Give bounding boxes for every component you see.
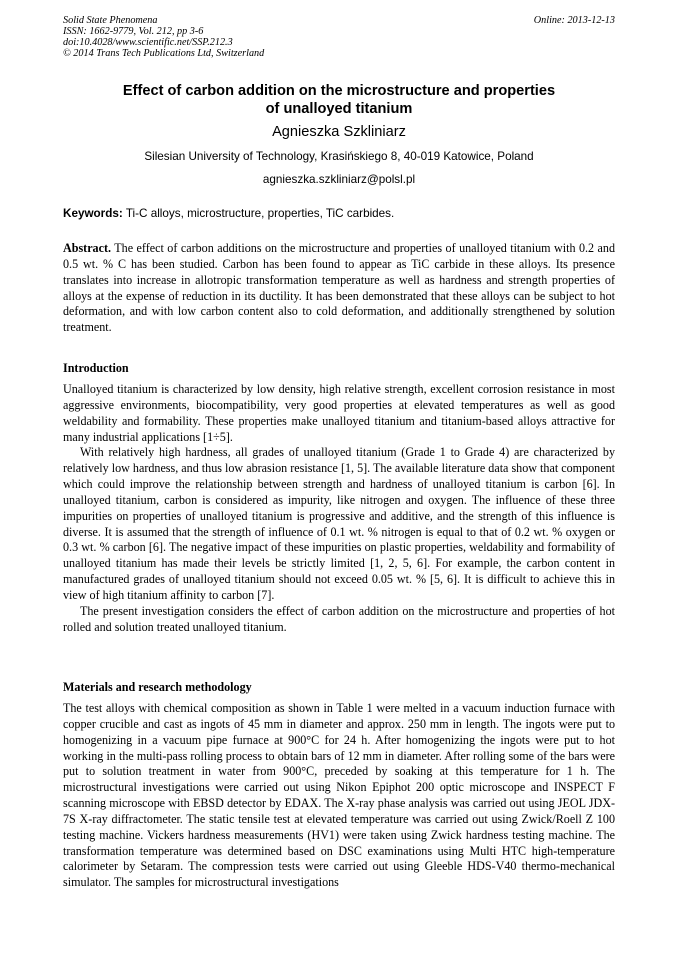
issn-line: ISSN: 1662-9779, Vol. 212, pp 3-6: [63, 26, 204, 37]
materials-paragraph-1: The test alloys with chemical composition as shown in Table 1 were melted in a vacuum induction furnace with copper crucible and cast as ingots of 45 mm in diameter and approx. 250 mm in length. The ingots were put to homogenizing in a vacuum pipe furnace at 900°C for 24 h. After homogenizing the ingots were put to hot working in the multi-pass rolling process to obtain bars of 12 mm in diameter. After rolling some of the bars were put to solution treatment in water from 900°C, preceded by soaking at this temperature for 1 h. The microstructural investigations were carried out using Nikon Epiphot 200 optic microscope and INSPECT F scanning microscope with EBSD detector by EDAX. The X-ray phase analysis was carried out using JEOL JDX-7S X-ray diffractometer. The static tensile test at elevated temperature was carried out using Zwick/Roell Z 100 testing machine. Vickers hardness measurements (HV1) were taken using Zwick hardness testing machine. The transformation temperature was determined based on DSC examinations using Multi HTC high-temperature calorimeter by Setaram. The compression tests were carried out using Gleeble HDS-V40 thermo-mechanical simulator. The samples for microstructural investigations: [63, 701, 615, 890]
intro-paragraph-2: With relatively high hardness, all grades of unalloyed titanium (Grade 1 to Grade 4) are characterized by relatively low hardness, and thus low abrasion resistance [1, 5]. The available literature data show that component which could improve the relationship between strength and hardness of unalloyed titanium is carbon [6]. In unalloyed titanium, carbon is considered as impurity, like nitrogen and oxygen. The influence of these three impurities on properties of unalloyed titanium is progressive and additive, and the strength of this influence is diverse. It is assumed that the strength of influence of 0.1 wt. % nitrogen is equal to that of 0.2 wt. % oxygen or 0.3 wt. % carbon [6]. The negative impact of these impurities on plastic properties, weldability and formability of unalloyed titanium has made their levels be strictly limited [1, 2, 5, 6]. For example, the carbon content in manufactured grades of unalloyed titanium should not exceed 0.05 wt. % [5, 6]. It is difficult to achieve this in view of high titanium affinity to carbon [7].: [63, 445, 615, 602]
materials-heading: Materials and research methodology: [63, 680, 252, 694]
journal-name: Solid State Phenomena: [63, 15, 158, 26]
abstract-text: The effect of carbon additions on the microstructure and properties of unalloyed titanium with 0.2 and 0.5 wt. % C has been studied. Carbon has been found to appear as TiC carbide in these alloys. Its presence translates into increase in allotropic transformation temperature as well as hardness and strength properties of alloys at the expense of reduction in its ductility. It has been demonstrated that these alloys can be subject to hot deformation, and with low carbon content also to cold deformation, and additionally strengthened by solution treatment.: [63, 241, 615, 335]
introduction-body: [63, 382, 615, 636]
introduction-heading: Introduction: [63, 361, 129, 375]
author-email: agnieszka.szkliniarz@polsl.pl: [262, 173, 416, 186]
doi-line: doi:10.4028/www.scientific.net/SSP.212.3: [63, 37, 233, 48]
keywords-label: Keywords:: [63, 207, 123, 220]
abstract-label: Abstract.: [63, 241, 112, 255]
affiliation: Silesian University of Technology, Krasińskiego 8, 40-019 Katowice, Poland: [144, 150, 534, 163]
keywords: [63, 207, 615, 220]
online-date: Online: 2013-12-13: [533, 15, 615, 26]
materials-body: [63, 701, 615, 891]
title-line-2: of unalloyed titanium: [265, 101, 413, 117]
paper-title: [63, 82, 615, 118]
author-name: Agnieszka Szkliniarz: [272, 124, 406, 140]
intro-paragraph-1: Unalloyed titanium is characterized by low density, high relative strength, excellent corrosion resistance in most aggressive environments, biocompatibility, very good properties at elevated temperatures as well as good weldability and formability. These properties make unalloyed titanium and titanium-based alloys attractive for many industrial applications [1÷5].: [63, 382, 615, 444]
journal-header: [63, 15, 615, 59]
keywords-text: Ti-C alloys, microstructure, properties, TiC carbides.: [125, 207, 395, 220]
abstract: [63, 241, 615, 336]
intro-paragraph-3: The present investigation considers the effect of carbon addition on the microstructure and properties of hot rolled and solution treated unalloyed titanium.: [63, 603, 615, 634]
copyright-line: © 2014 Trans Tech Publications Ltd, Switzerland: [63, 48, 265, 59]
title-line-1: Effect of carbon addition on the microstructure and properties: [122, 83, 556, 99]
